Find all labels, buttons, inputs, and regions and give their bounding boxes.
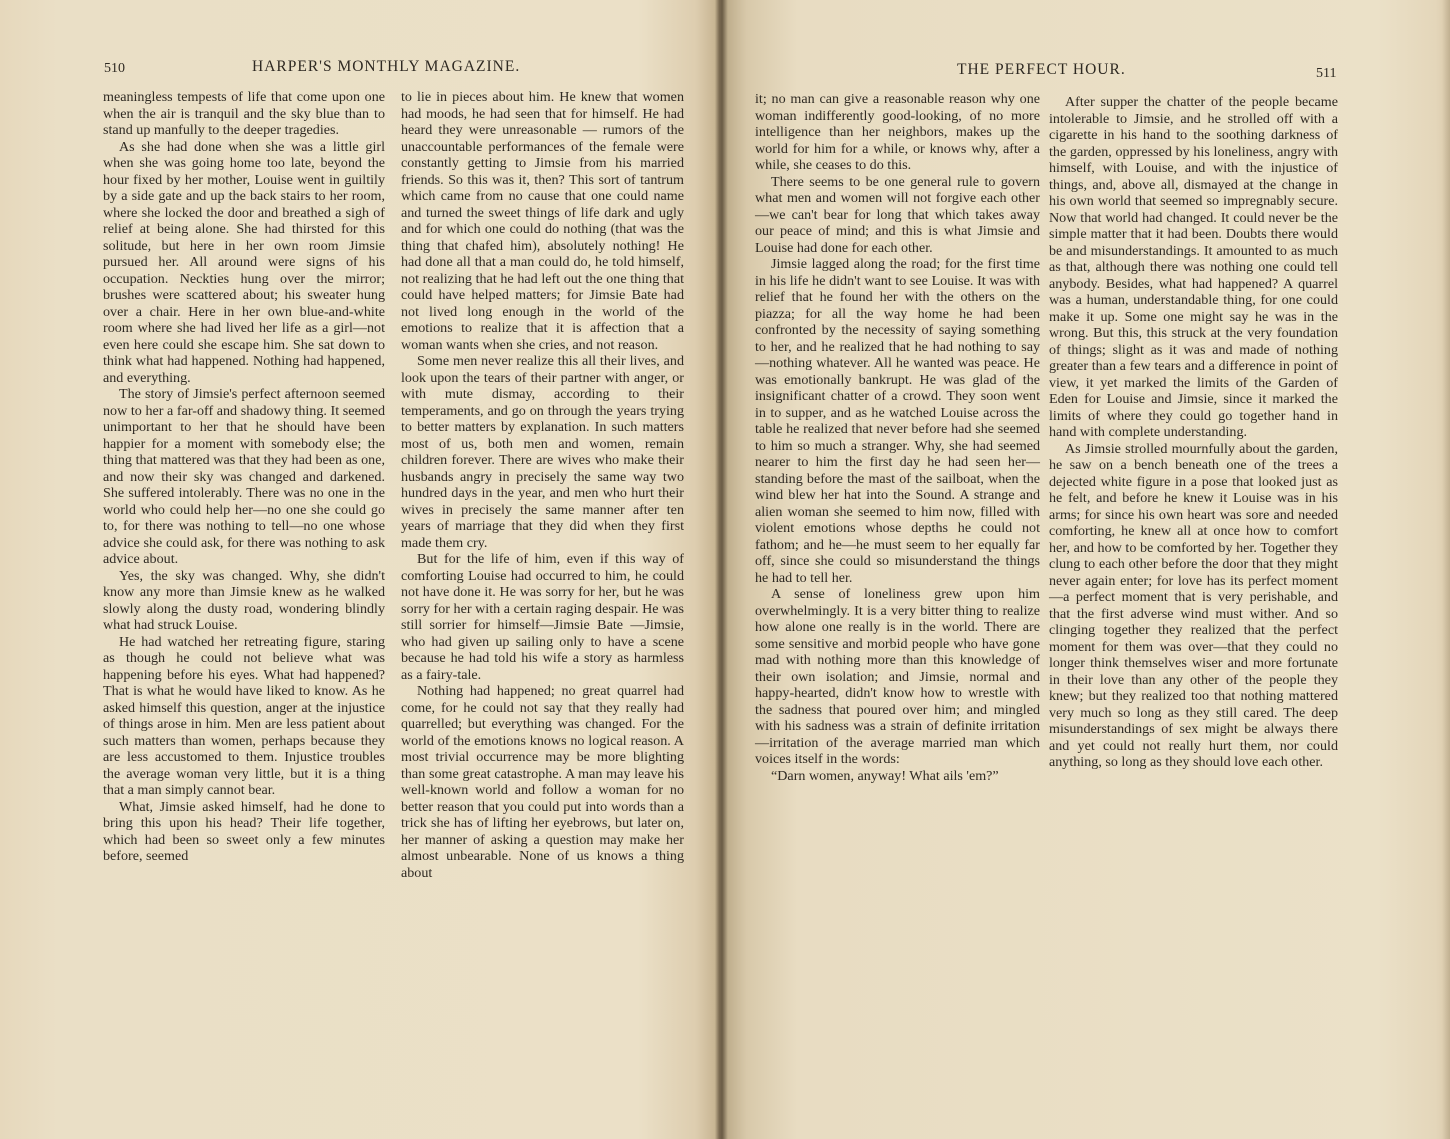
paragraph: Jimsie lagged along the road; for the first time in his life he didn't want to see Louise. It was with relief that he found her with the others on the piazza; for all the way home he had been confronted by the necessity of saying something to her, and he realized that he had nothing to say—nothing whatever. All he wanted was peace. He was emotionally bankrupt. He was glad of the insignificant chatter of a crowd. They soon went in to supper, and as he watched Louise across the table he realized that never before had she seemed to him so much a stranger. Why, she had seemed nearer to him the first day he had seen her—standing before the mast of the sailboat, when the wind blew her hat into the Sound. A strange and alien woman she seemed to him now, filled with violent emotions whose depths he could not fathom; and he—he must seem to her equally far off, since she could so misunderstand the things he had to tell her. bbox=[755, 256, 1040, 586]
paragraph: “Darn women, anyway! What ails 'em?” bbox=[771, 767, 999, 784]
paragraph: After supper the chatter of the people became intolerable to Jimsie, and he strolled off with a cigarette in his hand to the soothing darkness of the garden, oppressed by his loneliness, angry with himself, with Louise, and with the injustice of things, and, above all, dismayed at the change in his own world that seemed so impregnably secure. Now that world had changed. It could never be the simple matter that it had been. Doubts there would be and misunderstandings. It amounted to as much as that, although there was nothing one could tell anybody. Besides, what had happened? A quarrel was a human, understandable thing, for one could make it up. Some one might say he was in the wrong. But this, this struck at the very foundation of things; slight as it was and made of nothing greater than a few tears and a difference in point of view, it yet marked the limits of the Garden of Eden for Louise and Jimsie, since it marked the limits of where they could go together hand in hand with complete understanding. bbox=[1049, 94, 1338, 440]
right-page bbox=[730, 0, 1450, 1139]
paragraph: meaningless tempests of life that come upon one when the air is tranquil and the sky blue than to stand up manfully to the deeper tragedies. bbox=[103, 89, 385, 138]
right-page-column-2 bbox=[1049, 94, 1338, 771]
paragraph: it; no man can give a reasonable reason why one woman indifferently good-looking, of no more intelligence than her neighbors, makes up the world for him for a while, or knows why, after a while, she ceases to do this. bbox=[755, 91, 1040, 173]
paragraph: Yes, the sky was changed. Why, she didn't know any more than Jimsie knew as he walked slowly along the dusty road, wondering blindly what had struck Louise. bbox=[103, 567, 385, 633]
paragraph: Nothing had happened; no great quarrel had come, for he could not say that they really had quarrelled; but everything was changed. For the world of the emotions knows no logical reason. A most trivial occurrence may be more blighting than some great catastrophe. A man may leave his well-known world and follow a woman for no better reason that you could put into words than a trick she has of lifting her eyebrows, but later on, her manner of asking a question may make her almost unbearable. None of us knows a thing about bbox=[401, 683, 684, 881]
running-head-left: HARPER'S MONTHLY MAGAZINE. bbox=[252, 58, 521, 75]
page-number-right: 511 bbox=[1316, 66, 1337, 81]
paragraph: What, Jimsie asked himself, had he done to bring this upon his head? Their life together, which had been so sweet only a few minutes before, seemed bbox=[103, 798, 385, 864]
page-number-left: 510 bbox=[104, 61, 125, 76]
left-page-column-1 bbox=[103, 89, 385, 865]
paragraph: As she had done when she was a little girl when she was going home too late, beyond the hour fixed by her mother, Louise went in guiltily by a side gate and up the back stairs to her room, where she locked the door and breathed a sigh of relief at being alone. She had thirsted for this solitude, but here in her own room Jimsie pursued her. All around were signs of his occupation. Neckties hung over the mirror; brushes were scattered about; his sweater hung over a chair. Here in her own blue-and-white room where she had lived her life as a girl—not even here could she escape him. She sat down to think what had happened. Nothing had happened, and everything. bbox=[103, 138, 385, 386]
paragraph: to lie in pieces about him. He knew that women had moods, he had seen that for himself. He had heard they were unreasonable — rumors of the unaccountable performances of the female were constantly getting to Jimsie from his married friends. So this was it, then? This sort of tantrum which came from no cause that one could name and turned the sweet things of life dark and ugly and for which one could do nothing (that was the thing that chafed him), absolutely nothing! He had done all that a man could do, he told himself, not realizing that he had left out the one thing that could have helped matters; for Jimsie Bate had not lived long enough in the world of the emotions to realize that it is affection that a woman wants when she cries, and not reason. bbox=[401, 89, 684, 353]
page-edge-shadow bbox=[1442, 0, 1450, 1139]
paragraph: Some men never realize this all their lives, and look upon the tears of their partner with anger, or with mute dismay, according to their temperaments, and go on through the years trying to better matters by explanation. In such matters most of us, both men and women, remain children forever. There are wives who make their husbands angry in precisely the same way two hundred days in the year, and men who hurt their wives in precisely the same manner after ten years of marriage that they did when they first made them cry. bbox=[401, 353, 684, 551]
left-page bbox=[0, 0, 716, 1139]
paragraph: He had watched her retreating figure, staring as though he could not believe what was happening before his eyes. What had happened? That is what he would have liked to know. As he asked himself this question, anger at the injustice of things arose in him. Men are less patient about such matters than women, perhaps because they are less accustomed to them. Injustice troubles the average woman very little, but it is a thing that a man simply cannot bear. bbox=[103, 633, 385, 798]
running-head-right: THE PERFECT HOUR. bbox=[957, 61, 1126, 78]
paragraph: But for the life of him, even if this way of comforting Louise had occurred to him, he could not have done it. He was sorry for her, but he was sorry for her with a certain raging despair. He was still sorrier for himself—Jimsie Bate —Jimsie, who had given up sailing only to have a scene because he had told his wife a story as harmless as a fairy-tale. bbox=[401, 551, 684, 683]
right-page-column-1 bbox=[755, 91, 1040, 784]
paragraph: As Jimsie strolled mournfully about the garden, he saw on a bench beneath one of the trees a dejected white figure in a pose that looked just as he felt, and before he knew it Louise was in his arms; for since his own heart was sore and needed comforting, he knew all at once how to comfort her, and how to be comforted by her. Together they clung to each other before the door that they might never again enter; for love has its perfect moment—a perfect moment that is very perishable, and that the first adverse wind must wither. And so clinging together they realized that the perfect moment for them was over—that they could no longer think themselves wiser and more fortunate in their love than any other of the people they knew; but they realized too that nothing mattered very much so long as they still cared. The deep misunderstandings of sex might be always there and yet could not really hurt them, nor could anything, so long as they should love each other. bbox=[1049, 440, 1338, 770]
paragraph: The story of Jimsie's perfect afternoon seemed now to her a far-off and shadowy thing. It seemed unimportant to her that he should have been happier for a moment with somebody else; the thing that mattered was that they had been as one, and now their sky was changed and darkened. She suffered intolerably. There was no one in the world who could help her—no one she could go to, for there was nothing to tell—no one whose advice she could ask, for there was nothing to ask advice about. bbox=[103, 386, 385, 567]
paragraph: There seems to be one general rule to govern what men and women will not forgive each other—we can't bear for long that which takes away our peace of mind; and this is what Jimsie and Louise had done for each other. bbox=[755, 173, 1040, 256]
left-page-column-2 bbox=[401, 89, 684, 881]
paragraph: A sense of loneliness grew upon him overwhelmingly. It is a very bitter thing to realize how alone one really is in the world. There are some sensitive and morbid people who have gone mad with nothing more than this knowledge of their own isolation; and Jimsie, normal and happy-hearted, didn't know how to wrestle with the sadness that poured over him; and mingled with his sadness was a strain of definite irritation—irritation of the average married man which voices itself in the words: bbox=[755, 586, 1040, 767]
